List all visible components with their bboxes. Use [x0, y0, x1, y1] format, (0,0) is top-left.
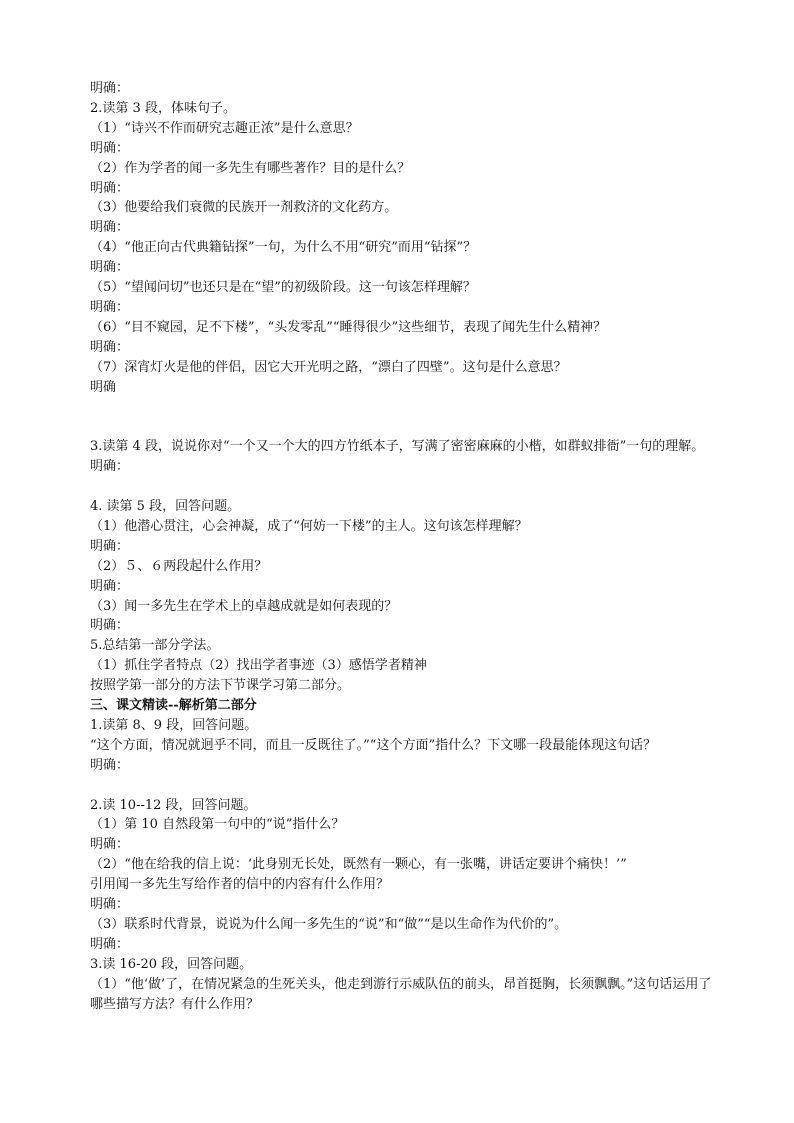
blank-space [90, 398, 720, 438]
question-heading: 3.读第 4 段，说说你对“一个又一个大的四方竹纸本子，写满了密密麻麻的小楷，如群蚁排衙”一句的理解。 [90, 439, 705, 455]
question-heading: 3.读 16-20 段，回答问题。 [90, 956, 253, 972]
answer-label: 明确： [90, 140, 130, 156]
question-heading: 4. 读第 5 段，回答问题。 [90, 499, 241, 514]
question-heading: 2.读 10--12 段，回答问题。 [90, 797, 257, 813]
answer-label: 明确： [90, 260, 130, 276]
instruction-text: 按照学第一部分的方法下节课学习第二部分。 [90, 678, 351, 694]
question-item: （7）深宵灯火是他的伴侣，因它大开光明之路，“漂白了四壁”。这句是什么意思？ [90, 359, 567, 375]
question-item: （2）５、６两段起什么作用？ [90, 558, 268, 574]
answer-label: 明确： [90, 538, 130, 554]
answer-label: 明确： [90, 459, 130, 475]
question-item: （4）“他正向古代典籍钻探”一句，为什么不用“研究”而用“钻探”？ [90, 240, 477, 256]
question-item: （1）他潜心贯注，心会神凝，成了“何妨一下楼”的主人。这句该怎样理解？ [90, 518, 528, 534]
answer-label: 明确： [90, 220, 130, 236]
answer-label: 明确： [90, 837, 130, 853]
question-item: （2）作为学者的闻一多先生有哪些著作？目的是什么？ [90, 160, 411, 176]
question-item: “这个方面，情况就迥乎不同，而且一反既往了。”“这个方面”指什么？下文哪一段最能体现这句话？ [90, 737, 657, 753]
blank-space [90, 477, 720, 497]
answer-label: 明确： [90, 81, 130, 96]
question-heading: 5.总结第一部分学法。 [90, 638, 220, 654]
blank-space [90, 776, 720, 796]
question-item: （3）他要给我们衰微的民族开一剂救济的文化药方。 [90, 200, 398, 216]
question-heading: 2.读第 3 段，体味句子。 [90, 100, 236, 116]
question-item: （1）第 10 自然段第一句中的“说”指什么？ [90, 817, 345, 833]
answer-label: 明确： [90, 578, 130, 594]
question-item: （1）“他‘做’了，在情况紧急的生死关头，他走到游行示威队伍的前头，昂首挺胸，长须飘飘。”这句话运用了哪些描写方法？有什么作用？ [90, 976, 712, 1012]
document-body [90, 79, 720, 1015]
answer-label: 明确： [90, 897, 130, 913]
method-steps: （1）抓住学者特点（2）找出学者事迹（3）感悟学者精神 [90, 658, 427, 674]
question-item: （2）“他在给我的信上说：‘此身别无长处，既然有一颗心，有一张嘴，讲话定要讲个痛快！’” [90, 857, 627, 873]
question-item: （3）联系时代背景，说说为什么闻一多先生的“说”和“做”“是以生命作为代价的”。 [90, 917, 568, 933]
question-item: （5）“望闻问切”也还只是在“望”的初级阶段。这一句该怎样理解？ [90, 280, 476, 296]
answer-label: 明确： [90, 618, 130, 634]
answer-label: 明确 [90, 379, 117, 395]
question-item: （3）闻一多先生在学术上的卓越成就是如何表现的？ [90, 598, 398, 614]
question-item: 引用闻一多先生写给作者的信中的内容有什么作用？ [90, 877, 390, 893]
question-item: （6）“目不窥园，足不下楼”，“头发零乱”“睡得很少”这些细节，表现了闻先生什么精神？ [90, 319, 607, 335]
answer-label: 明确： [90, 757, 130, 773]
answer-label: 明确： [90, 180, 130, 196]
answer-label: 明确： [90, 936, 130, 952]
question-heading: 1.读第 8、9 段，回答问题。 [90, 717, 258, 733]
section-heading: 三、课文精读--解析第二部分 [90, 698, 257, 714]
answer-label: 明确： [90, 299, 130, 315]
answer-label: 明确： [90, 339, 130, 355]
question-item: （1）“诗兴不作而研究志趣正浓”是什么意思？ [90, 120, 359, 136]
